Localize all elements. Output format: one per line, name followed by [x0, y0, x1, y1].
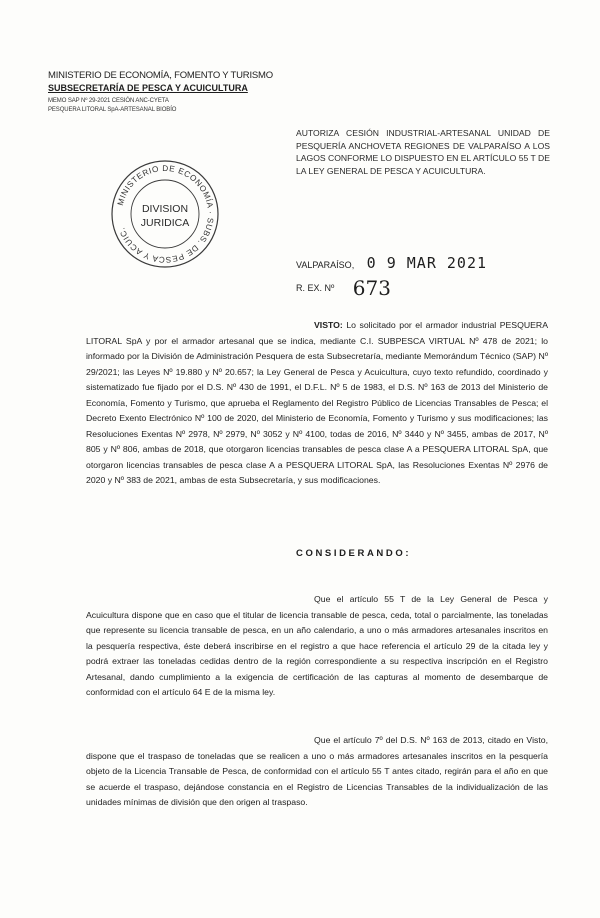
considerando-heading: CONSIDERANDO:	[296, 548, 412, 559]
subsecretaria-name: SUBSECRETARÍA DE PESCA Y ACUICULTURA	[48, 83, 248, 93]
date-stamp: 0 9 MAR 2021	[366, 254, 488, 272]
date-line	[296, 254, 487, 273]
place-label: VALPARAÍSO,	[296, 260, 355, 270]
visto-paragraph	[86, 318, 548, 489]
resolution-subject: AUTORIZA CESIÓN INDUSTRIAL-ARTESANAL UNIDAD DE PESQUERÍA ANCHOVETA REGIONES DE VALPARAÍSO A LOS LAGOS CONFORME LO DISPUESTO EN EL ARTÍCULO 55 T DE LA LEY GENERAL DE PESCA Y ACUICULTURA.	[296, 128, 550, 176]
visto-label: VISTO:	[314, 320, 343, 330]
stamp-ring-text: MINISTERIO DE ECONOMÍA · SUBS. DE PESCA Y ACUIC.	[115, 163, 216, 265]
company-reference: PESQUERA LITORAL SpA-ARTESANAL BIOBÍO	[48, 107, 177, 113]
resolution-number: 673	[352, 276, 391, 300]
ministry-name: MINISTERIO DE ECONOMÍA, FOMENTO Y TURISMO	[48, 70, 273, 81]
memo-reference: MEMO SAP Nº 29-2021 CESIÓN ANC-CYETA	[48, 98, 169, 104]
stamp-line-1: DIVISION	[141, 203, 189, 215]
considerando-paragraph-1: Que el artículo 55 T de la Ley General de Pesca y Acuicultura dispone que en caso que el titular de licencia transable de pesca, ceda, total o parcialmente, las toneladas que represente su licencia transable de pesca, en un año calendario, a uno o más armadores artesanales inscritos en la pesquería respectiva, éste deberá inscribirse en el registro a que hace referencia el artículo 29 de la citada ley y podrá extraer las toneladas cedidas dentro de la región correspondiente a su respectiva inscripción en el Registro Artesanal, dando cumplimiento a la exigencia de certificación de las capturas al momento de desembarque de conformidad con el artículo 64 E de la misma ley.	[86, 594, 548, 697]
resolution-number-line	[296, 276, 391, 300]
resolution-number-label: R. EX. Nº	[296, 283, 335, 293]
letterhead	[48, 70, 308, 115]
considerando-paragraph-2: Que el artículo 7º del D.S. Nº 163 de 2013, citado en Visto, dispone que el traspaso de toneladas que se realicen a uno o más armadores artesanales inscritos en la pesquería objeto de la Licencia Transable de Pesca, de conformidad con el artículo 55 T antes citado, regirán para el año en que se acuerde el traspaso, dejándose constancia en el Registro de Licencias Transables de la individualización de las unidades mínimas de división que den origen al traspaso.	[86, 735, 548, 807]
visto-text: Lo solicitado por el armador industrial PESQUERA LITORAL SpA y por el armador artesanal que se indica, mediante C.I. SUBPESCA VIRTUAL Nº 478 de 2021; lo informado por la División de Administración Pesquera de esta Subsecretaría, mediante Memorándum Técnico (SAP) Nº 29/2021; las Leyes Nº 19.880 y Nº 20.657; la Ley General de Pesca y Acuicultura, cuyo texto refundido, coordinado y sistematizado fue fijado por el D.S. Nº 430 de 1991, el D.F.L. Nº 5 de 1983, el D.S. Nº 163 de 2013 del Ministerio de Economía, Fomento y Turismo, que aprueba el Reglamento del Registro Público de Licencias Transables de Pesca; el Decreto Exento Electrónico Nº 100 de 2020, del Ministerio de Economía, Fomento y Turismo y sus modificaciones; las Resoluciones Exentas Nº 2978, Nº 2979, Nº 3052 y Nº 4100, todas de 2016, Nº 3440 y Nº 3455, ambas de 2017, Nº 805 y Nº 806, ambas de 2018, que otorgaron licencias transables de pesca clase A a PESQUERA LITORAL SpA, que otorgaron licencias transables de pesca clase A a PESQUERA LITORAL SpA, las Resoluciones Exentas Nº 2976 de 2020 y Nº 383 de 2021, ambas de esta Subsecretaría, y sus modificaciones.	[86, 320, 548, 485]
juridica-stamp	[106, 155, 224, 273]
stamp-line-2: JURIDICA	[140, 217, 190, 229]
stamp-seal-icon	[106, 155, 224, 273]
